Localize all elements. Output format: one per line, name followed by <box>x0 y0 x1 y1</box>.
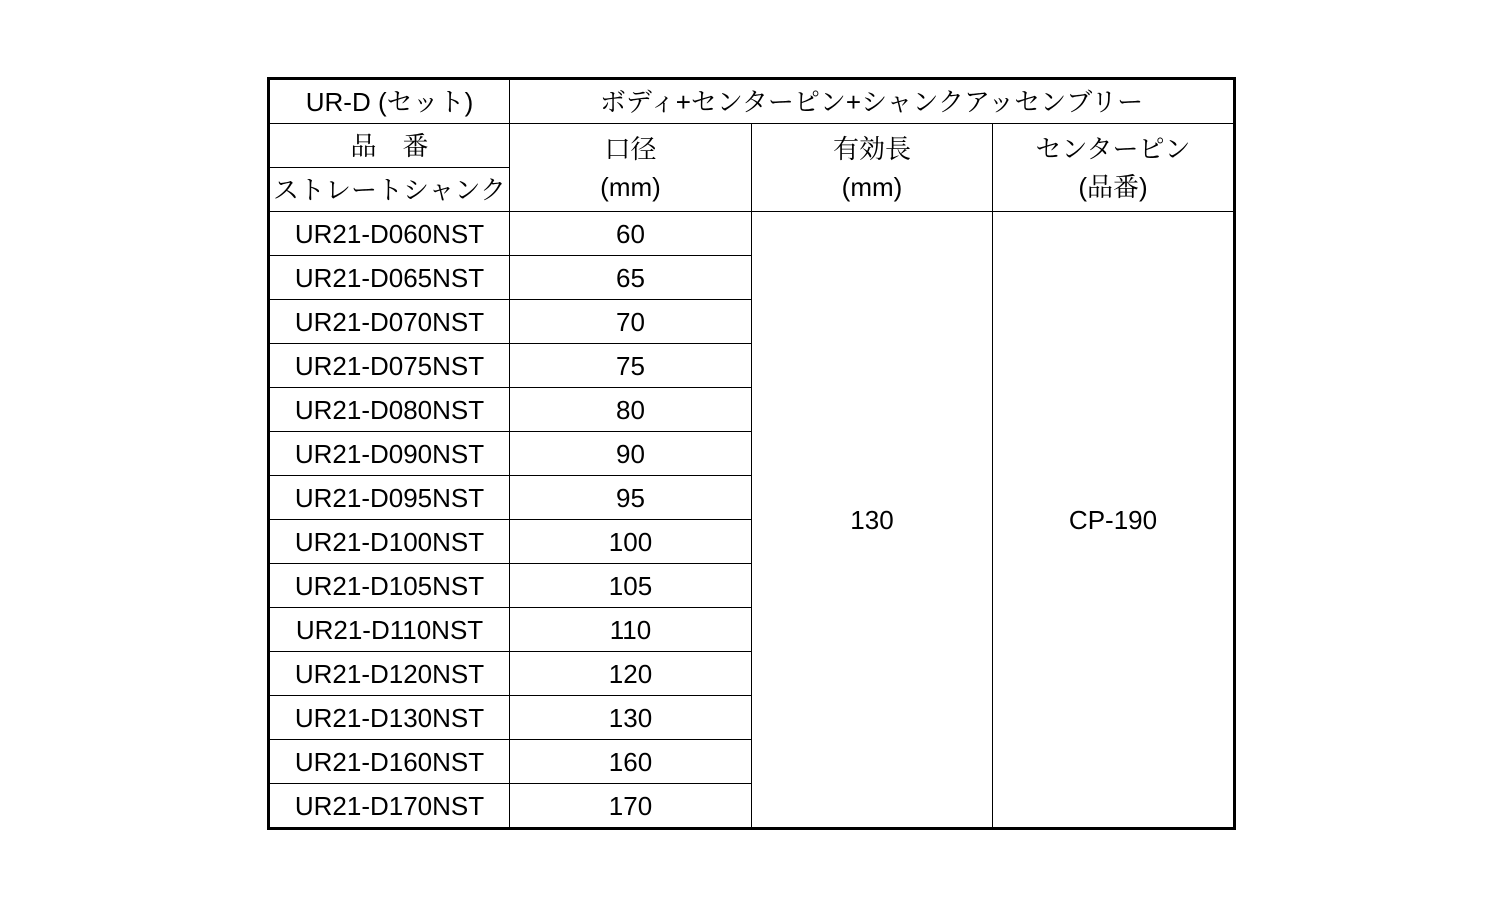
part-number-cell: UR21-D080NST <box>269 388 510 432</box>
bore-header-unit: (mm) <box>600 171 661 202</box>
bore-cell: 100 <box>510 520 752 564</box>
part-number-cell: UR21-D070NST <box>269 300 510 344</box>
part-number-cell: UR21-D090NST <box>269 432 510 476</box>
bore-cell: 110 <box>510 608 752 652</box>
part-number-cell: UR21-D100NST <box>269 520 510 564</box>
bore-cell: 60 <box>510 212 752 256</box>
part-number-cell: UR21-D130NST <box>269 696 510 740</box>
table-row <box>269 212 1235 256</box>
center-pin-header-label: センターピン <box>1035 133 1191 164</box>
part-number-cell: UR21-D110NST <box>269 608 510 652</box>
part-number-cell: UR21-D065NST <box>269 256 510 300</box>
bore-cell: 90 <box>510 432 752 476</box>
set-contents-cell: ボディ+センターピン+シャンクアッセンブリー <box>510 79 1235 124</box>
center-pin-header-unit: (品番) <box>1078 171 1148 202</box>
part-number-cell: UR21-D160NST <box>269 740 510 784</box>
part-number-cell: UR21-D170NST <box>269 784 510 829</box>
shank-type-header: ストレートシャンク <box>269 168 510 212</box>
bore-cell: 170 <box>510 784 752 829</box>
part-number-cell: UR21-D095NST <box>269 476 510 520</box>
bore-header-label: 口径 <box>604 133 657 164</box>
set-name-cell: UR-D (セット) <box>269 79 510 124</box>
bore-cell: 120 <box>510 652 752 696</box>
bore-cell: 75 <box>510 344 752 388</box>
length-header-label: 有効長 <box>832 133 911 164</box>
header-row-1 <box>269 124 1235 168</box>
bore-header <box>510 124 752 212</box>
part-number-cell: UR21-D075NST <box>269 344 510 388</box>
spec-table <box>267 77 1236 830</box>
center-pin-cell: CP-190 <box>993 212 1235 829</box>
center-pin-header <box>993 124 1235 212</box>
bore-cell: 70 <box>510 300 752 344</box>
part-number-cell: UR21-D105NST <box>269 564 510 608</box>
title-row <box>269 79 1235 124</box>
bore-cell: 95 <box>510 476 752 520</box>
part-no-header: 品 番 <box>269 124 510 168</box>
length-header-unit: (mm) <box>841 171 903 202</box>
bore-cell: 105 <box>510 564 752 608</box>
effective-length-cell: 130 <box>752 212 993 829</box>
bore-cell: 160 <box>510 740 752 784</box>
bore-cell: 80 <box>510 388 752 432</box>
part-number-cell: UR21-D060NST <box>269 212 510 256</box>
bore-cell: 130 <box>510 696 752 740</box>
bore-cell: 65 <box>510 256 752 300</box>
length-header <box>752 124 993 212</box>
part-number-cell: UR21-D120NST <box>269 652 510 696</box>
